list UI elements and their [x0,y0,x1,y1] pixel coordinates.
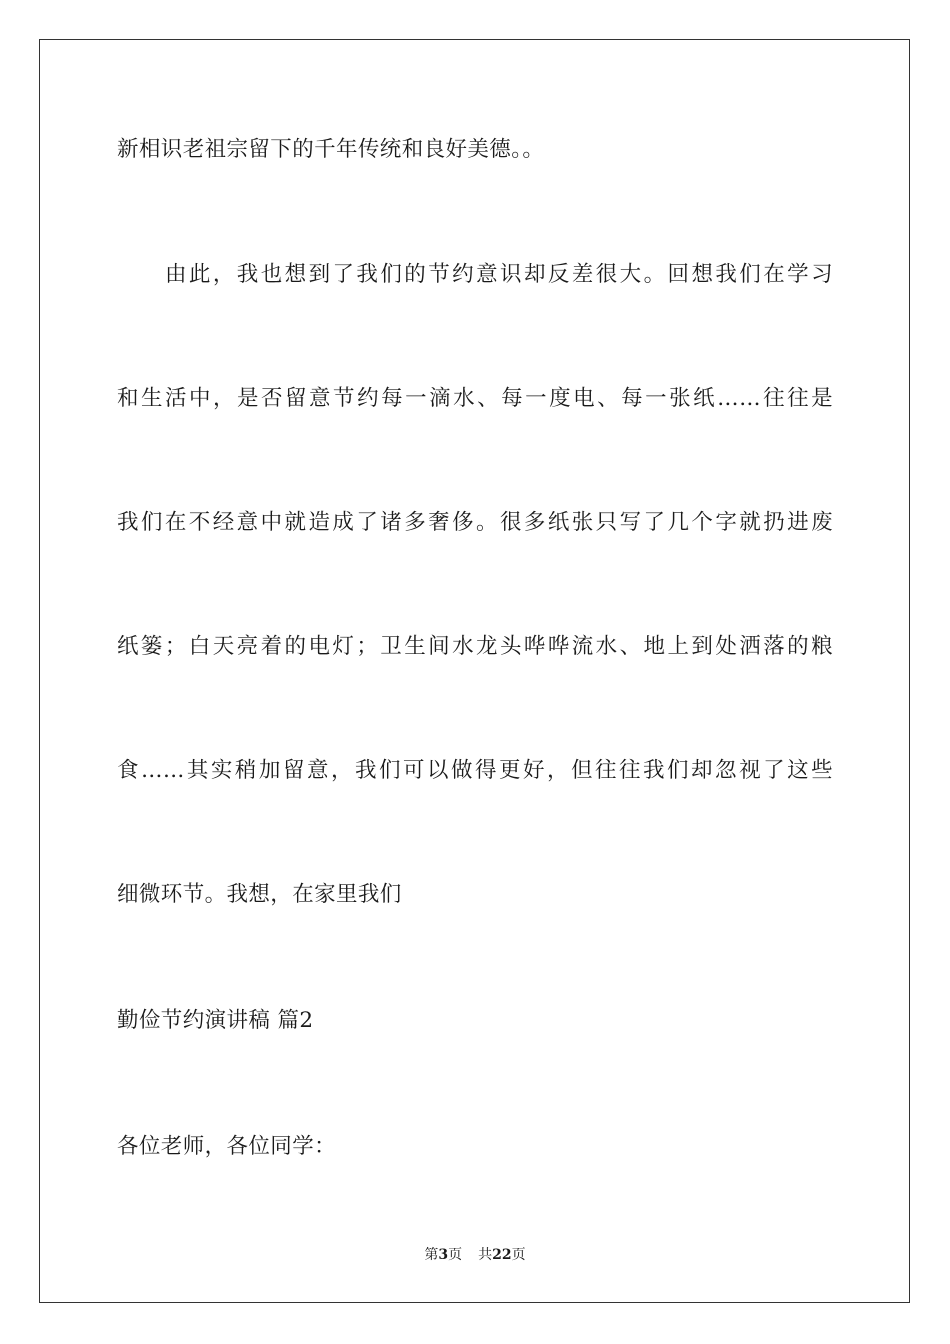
total-unit: 页 [511,1247,526,1263]
page-footer [0,1245,950,1265]
page-number: 3 [438,1247,449,1263]
body-text-line-5: 纸篓；白天亮着的电灯；卫生间水龙头哗哗流水、地上到处洒落的粮 [117,634,833,659]
body-text-line-4: 我们在不经意中就造成了诸多奢侈。很多纸张只写了几个字就扔进废 [117,510,833,535]
page-prefix: 第 [424,1247,439,1263]
total-pages: 22 [492,1247,512,1263]
body-text-line-1: 新相识老祖宗留下的千年传统和良好美德。。 [117,137,545,162]
body-text-line-3: 和生活中，是否留意节约每一滴水、每一度电、每一张纸……往往是 [117,386,833,411]
body-text-line-7: 细微环节。我想，在家里我们 [117,882,402,907]
body-text-line-2: 由此，我也想到了我们的节约意识却反差很大。回想我们在学习 [165,262,833,287]
greeting: 各位老师，各位同学： [117,1134,337,1159]
section-title: 勤俭节约演讲稿 篇2 [117,1008,314,1033]
page-unit: 页 [448,1247,463,1263]
body-text-line-6: 食……其实稍加留意，我们可以做得更好，但往往我们却忽视了这些 [117,758,833,783]
total-prefix: 共 [478,1247,493,1263]
page-frame [39,39,910,1303]
